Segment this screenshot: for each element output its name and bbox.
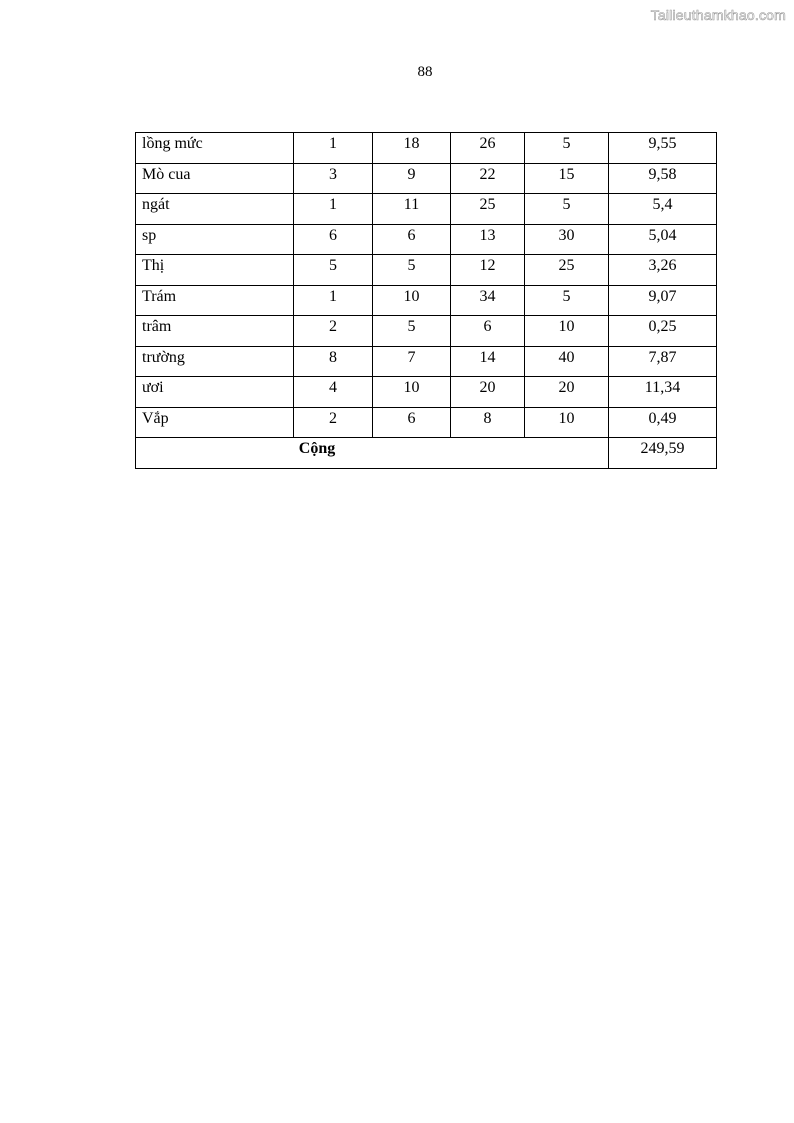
page-number: 88 [417,64,433,80]
value-cell: 2 [294,407,373,438]
total-value-cell: 249,59 [609,438,717,469]
value-cell: 20 [451,377,525,408]
species-name-cell: lồng mức [136,133,294,164]
value-cell: 30 [525,224,609,255]
value-cell: 1 [294,133,373,164]
value-cell: 1 [294,194,373,225]
value-cell: 14 [451,346,525,377]
value-cell: 0,49 [609,407,717,438]
species-name-cell: trường [136,346,294,377]
value-cell: 18 [373,133,451,164]
value-cell: 0,25 [609,316,717,347]
table-row [136,163,717,194]
total-label: Cộng [298,440,336,457]
table-body [136,133,717,469]
value-cell: 9 [373,163,451,194]
table-row [136,255,717,286]
value-cell: 9,07 [609,285,717,316]
value-cell: 3 [294,163,373,194]
value-cell: 5 [373,255,451,286]
value-cell: 40 [525,346,609,377]
value-cell: 5 [525,194,609,225]
total-label-cell [136,438,609,469]
value-cell: 8 [294,346,373,377]
species-name-cell: sp [136,224,294,255]
total-row [136,438,717,469]
species-name-cell: Thị [136,255,294,286]
value-cell: 3,26 [609,255,717,286]
value-cell: 5 [294,255,373,286]
table-row [136,407,717,438]
value-cell: 11 [373,194,451,225]
value-cell: 6 [294,224,373,255]
value-cell: 6 [373,224,451,255]
watermark: Tailieuthamkhao.com [650,7,786,23]
species-name-cell: Vắp [136,407,294,438]
value-cell: 9,55 [609,133,717,164]
value-cell: 7 [373,346,451,377]
value-cell: 10 [373,377,451,408]
species-name-cell: ươi [136,377,294,408]
species-name-cell: Trám [136,285,294,316]
value-cell: 9,58 [609,163,717,194]
value-cell: 10 [525,316,609,347]
value-cell: 1 [294,285,373,316]
value-cell: 5,4 [609,194,717,225]
value-cell: 11,34 [609,377,717,408]
value-cell: 5 [373,316,451,347]
value-cell: 25 [525,255,609,286]
table-row [136,316,717,347]
value-cell: 25 [451,194,525,225]
table-row [136,377,717,408]
table-row [136,133,717,164]
value-cell: 6 [451,316,525,347]
value-cell: 15 [525,163,609,194]
species-name-cell: trâm [136,316,294,347]
value-cell: 26 [451,133,525,164]
value-cell: 13 [451,224,525,255]
species-name-cell: ngát [136,194,294,225]
table-row [136,285,717,316]
table-row [136,224,717,255]
value-cell: 6 [373,407,451,438]
value-cell: 5 [525,133,609,164]
value-cell: 10 [525,407,609,438]
species-table [135,132,717,469]
value-cell: 4 [294,377,373,408]
value-cell: 5,04 [609,224,717,255]
value-cell: 8 [451,407,525,438]
value-cell: 12 [451,255,525,286]
value-cell: 10 [373,285,451,316]
table-row [136,346,717,377]
value-cell: 2 [294,316,373,347]
value-cell: 20 [525,377,609,408]
value-cell: 34 [451,285,525,316]
value-cell: 5 [525,285,609,316]
species-name-cell: Mò cua [136,163,294,194]
value-cell: 7,87 [609,346,717,377]
value-cell: 22 [451,163,525,194]
table-row [136,194,717,225]
